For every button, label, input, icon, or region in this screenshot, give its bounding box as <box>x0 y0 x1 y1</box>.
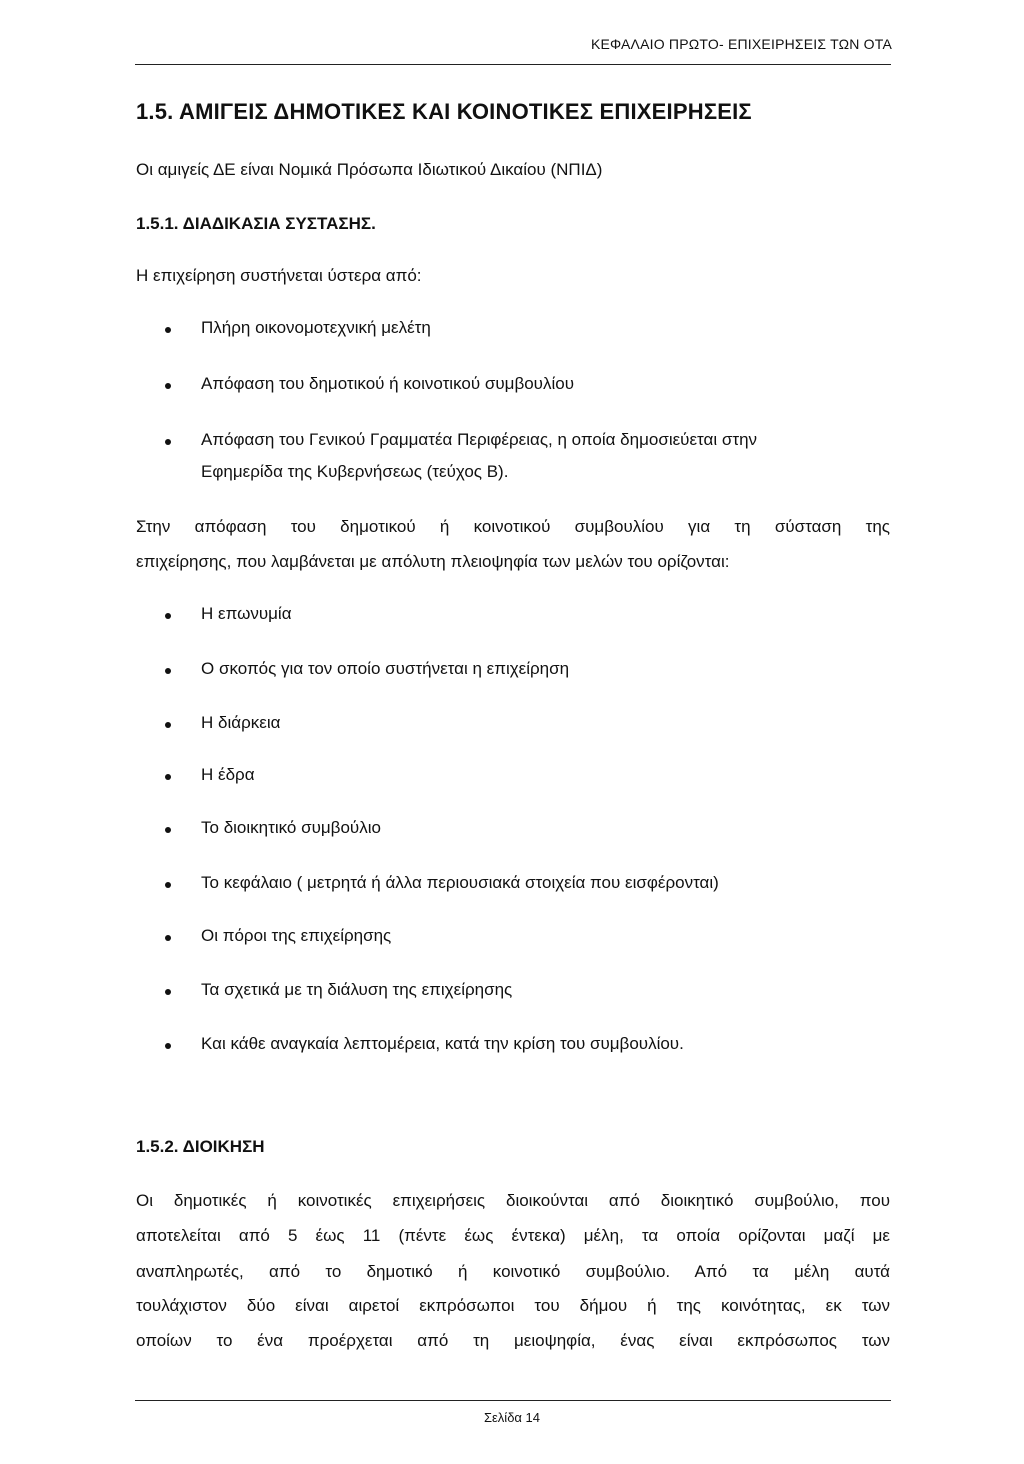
paragraph-line: αποτελείται από 5 έως 11 (πέντε έως έντεκα) μέλη, τα οποία ορίζονται μαζί με <box>136 1226 890 1245</box>
paragraph-line: επιχείρησης, που λαμβάνεται με απόλυτη πλειοψηφία των μελών του ορίζονται: <box>136 552 730 571</box>
establishment-lead: Η επιχείρηση συστήνεται ύστερα από: <box>136 266 422 285</box>
bullet-icon <box>165 613 171 619</box>
bullet-icon <box>165 722 171 728</box>
paragraph-line: οποίων το ένα προέρχεται από τη μειοψηφία, ένας είναι εκπρόσωπος των <box>136 1331 890 1350</box>
paragraph-line: Οι δημοτικές ή κοινοτικές επιχειρήσεις διοικούνται από διοικητικό συμβούλιο, που <box>136 1191 890 1210</box>
bullet-icon <box>165 668 171 674</box>
bullet-icon <box>165 383 171 389</box>
subsection-heading-2: 1.5.2. ΔΙΟΙΚΗΣΗ <box>136 1137 265 1156</box>
bullet-icon <box>165 774 171 780</box>
running-header: ΚΕΦΑΛΑΙΟ ΠΡΩΤΟ- ΕΠΙΧΕΙΡΗΣΕΙΣ ΤΩΝ ΟΤΑ <box>590 36 892 52</box>
subsection-heading-1: 1.5.1. ΔΙΑΔΙΚΑΣΙΑ ΣΥΣΤΑΣΗΣ. <box>136 214 376 233</box>
bullet-icon <box>165 439 171 445</box>
header-divider <box>135 64 891 65</box>
footer-divider <box>135 1400 891 1401</box>
section-intro: Οι αμιγείς ΔΕ είναι Νομικά Πρόσωπα Ιδιωτικού Δικαίου (ΝΠΙΔ) <box>136 160 603 179</box>
bullet-icon <box>165 882 171 888</box>
bullet-icon <box>165 989 171 995</box>
paragraph-line: Στην απόφαση του δημοτικού ή κοινοτικού συμβουλίου για τη σύσταση της <box>136 517 890 536</box>
section-heading: 1.5. ΑΜΙΓΕΙΣ ΔΗΜΟΤΙΚΕΣ ΚΑΙ ΚΟΙΝΟΤΙΚΕΣ ΕΠΙΧΕΙΡΗΣΕΙΣ <box>136 99 752 124</box>
page-number: Σελίδα 14 <box>483 1410 541 1425</box>
bullet-icon <box>165 327 171 333</box>
bullet-icon <box>165 1043 171 1049</box>
list-item-continuation: Εφημερίδα της Κυβερνήσεως (τεύχος Β). <box>201 462 509 481</box>
document-page: ΚΕΦΑΛΑΙΟ ΠΡΩΤΟ- ΕΠΙΧΕΙΡΗΣΕΙΣ ΤΩΝ ΟΤΑ 1.5. ΑΜΙΓΕΙΣ ΔΗΜΟΤΙΚΕΣ ΚΑΙ ΚΟΙΝΟΤΙΚΕΣ ΕΠΙΧΕΙΡΗΣΕΙΣ Οι αμιγείς ΔΕ είναι Νομικά Πρόσωπα Ιδιωτικού Δικαίου (ΝΠΙΔ) 1.5.1. ΔΙΑΔΙΚΑΣΙΑ ΣΥΣΤΑΣΗΣ. Η επιχείρηση συστήνεται ύστερα από: Πλήρη οικονομοτεχνική μελέτη Απόφαση του δημοτικού ή κοινοτικού συμβουλίου Απόφαση του Γενικού Γραμματέα Περιφέρειας, η οποία δημοσιεύεται στην Εφημερίδα της Κυβερνήσεως (τεύχος Β). Στην απόφαση του δημοτικού ή κοινοτικού συμβουλίου για τη σύσταση της επιχείρησης, που λαμβάνεται με απόλυτη πλειοψηφία των μελών του ορίζονται: Η επωνυμία Ο σκοπός για τον οποίο συστήνεται η επιχείρηση Η διάρκεια Η έδρα Το διοικητικό συμβούλιο Το κεφάλαιο ( μετρητά ή άλλα περιουσιακά στοιχεία που εισφέρονται) Οι πόροι της επιχείρησης Τα σχετικά με τη διάλυση της επιχείρησης Και κάθε αναγκαία λεπτομέρεια, κατά την κρίση του συμβουλίου. 1.5.2. ΔΙΟΙΚΗΣΗ Οι δημοτικές ή κοινοτικές επιχειρήσεις διοικούνται από διοικητικό συμβούλιο, που αποτελείται από 5 έως 11 (πέντε έως έντεκα) μέλη, τα οποία ορίζονται μαζί με αναπληρωτές, από το δημοτικό ή κοινοτικό συμβούλιο. Από τα μέλη αυτά τουλάχιστον δύο είναι αιρετοί εκπρόσωποι του δήμου ή της κοινότητας, εκ των οποίων το ένα προέρχεται από τη μειοψηφία, ένας είναι εκπρόσωπος των Σελίδα 14 <box>0 0 1024 1464</box>
paragraph-line: τουλάχιστον δύο είναι αιρετοί εκπρόσωποι του δήμου ή της κοινότητας, εκ των <box>136 1296 890 1315</box>
bullet-icon <box>165 827 171 833</box>
bullet-icon <box>165 935 171 941</box>
paragraph-line: αναπληρωτές, από το δημοτικό ή κοινοτικό συμβούλιο. Από τα μέλη αυτά <box>136 1262 890 1281</box>
